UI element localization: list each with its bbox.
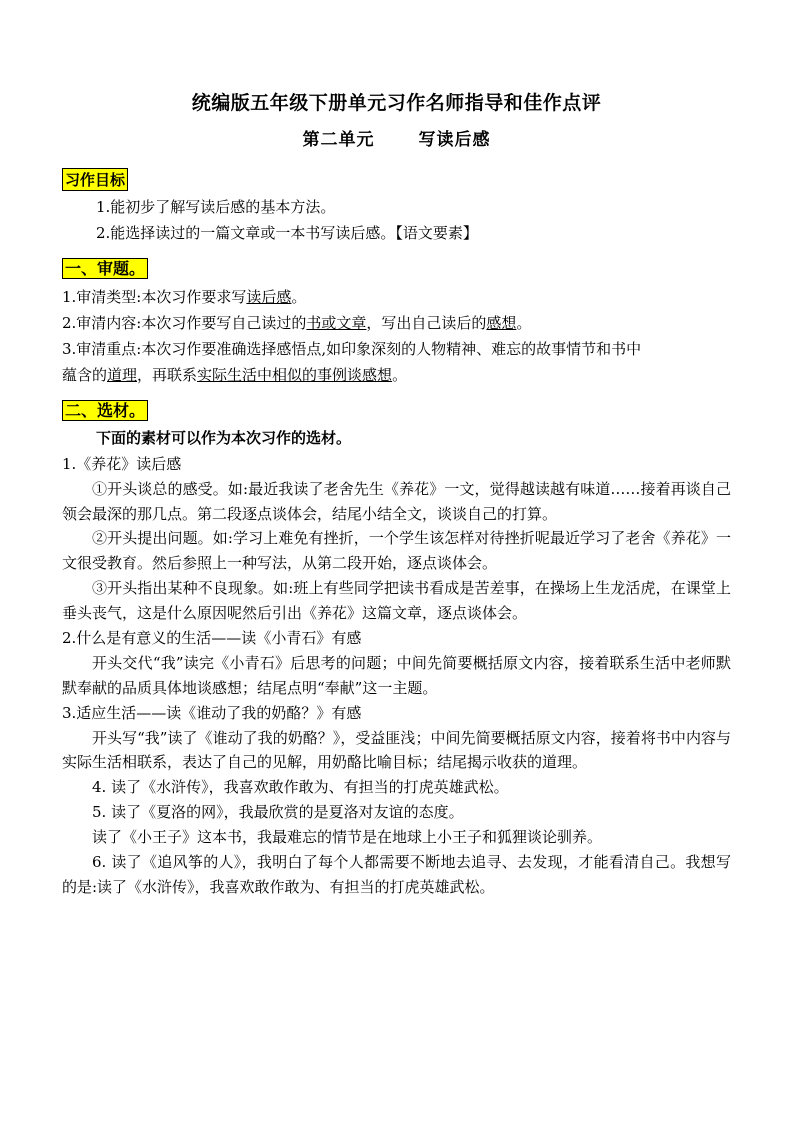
subtitle-topic: 写读后感 bbox=[418, 130, 491, 150]
material-extra-5: 5. 读了《夏洛的网》，我最欣赏的是夏洛对友谊的态度。 bbox=[92, 803, 464, 822]
goal-item-2: 2.能选择读过的一篇文章或一本书写读后感。【语文要素】 bbox=[96, 224, 478, 243]
material-extra-4: 4. 读了《水浒传》，我喜欢敢作敢为、有担当的打虎英雄武松。 bbox=[92, 778, 509, 797]
s1l1-prefix: 1.审清类型:本次习作要求写 bbox=[62, 287, 247, 306]
section1-line-1 bbox=[62, 285, 731, 309]
material-2-title: 2.什么是有意义的生活——读《小青石》有感 bbox=[62, 629, 362, 648]
page-subtitle bbox=[62, 125, 731, 150]
material-1-title: 1.《养花》读后感 bbox=[62, 454, 182, 473]
material-3-title: 3.适应生活——读《谁动了我的奶酪？》有感 bbox=[62, 703, 362, 722]
page-title: 统编版五年级下册单元习作名师指导和佳作点评 bbox=[191, 92, 602, 114]
s1l3-prefix: 蕴含的 bbox=[62, 366, 108, 385]
material-1-para-1: ①开头谈总的感受。如:最近我读了老舍先生《养花》一文，觉得越读越有味道……接着再谈自己领会最深的那几点。第二段逐点谈体会，结尾小结全文，谈谈自己的打算。 bbox=[62, 479, 731, 523]
s1l3-blank-1: 道理 bbox=[107, 366, 138, 385]
s1l2-prefix: 2.审清内容:本次习作要写自己读过的 bbox=[62, 313, 307, 332]
section2-heading-wrap bbox=[62, 398, 731, 421]
s1l3-mid: ，再联系 bbox=[137, 366, 198, 385]
goal-heading-wrap bbox=[62, 162, 731, 195]
section1-heading-wrap bbox=[62, 256, 731, 279]
section2-intro: 下面的素材可以作为本次习作的选材。 bbox=[96, 428, 352, 447]
s1l2-blank-2: 感想 bbox=[486, 313, 517, 332]
material-1-para-3: ③开头指出某种不良现象。如:班上有些同学把读书看成是苦差事，在操场上生龙活虎，在课堂上垂头丧气，这是什么原因呢然后引出《养花》这篇文章，逐点谈体会。 bbox=[62, 579, 731, 623]
material-3-para-1: 开头写“我”读了《谁动了我的奶酪？》，受益匪浅；中间先简要概括原文内容，接着将书中内容与实际生活相联系，表达了自己的见解，用奶酪比喻目标；结尾揭示收获的道理。 bbox=[62, 728, 731, 772]
goal-heading: 习作目标 bbox=[62, 168, 128, 191]
material-1-para-2: ②开头提出问题。如:学习上难免有挫折，一个学生该怎样对待挫折呢最近学习了老舍《养花》一文很受教育。然后参照上一种写法，从第二段开始，逐点谈体会。 bbox=[62, 529, 731, 573]
section1-line-3a: 3.审清重点:本次习作要准确选择感悟点,如印象深刻的人物精神、难忘的故事情节和书中 bbox=[62, 340, 642, 359]
material-2-para-1: 开头交代“我”读完《小青石》后思考的问题；中间先简要概括原文内容，接着联系生活中老师默默奉献的品质具体地谈感想；结尾点明“奉献”这一主题。 bbox=[62, 653, 731, 697]
s1l1-blank: 读后感 bbox=[246, 287, 292, 306]
s1l3-blank-2: 实际生活中相似的事例谈感想 bbox=[197, 366, 393, 385]
section1-line-2 bbox=[62, 311, 731, 335]
material-extra-5b: 读了《小王子》这本书，我最难忘的情节是在地球上小王子和狐狸谈论驯养。 bbox=[92, 828, 603, 847]
s1l3-suffix: 。 bbox=[392, 366, 408, 385]
section1-heading: 一、审题。 bbox=[62, 258, 148, 279]
subtitle-unit: 第二单元 bbox=[302, 130, 375, 150]
goal-item-1: 1.能初步了解写读后感的基本方法。 bbox=[96, 198, 336, 216]
s1l1-suffix: 。 bbox=[291, 287, 307, 306]
material-extra-6: 6. 读了《追风筝的人》，我明白了每个人都需要不断地去追寻、去发现，才能看清自己。我想写的是:读了《水浒传》，我喜欢敢作敢为、有担当的打虎英雄武松。 bbox=[62, 853, 731, 896]
s1l2-mid: ，写出自己读后的 bbox=[366, 313, 487, 332]
s1l2-blank-1: 书或文章 bbox=[306, 313, 367, 332]
section2-heading: 二、选材。 bbox=[62, 400, 148, 421]
s1l2-suffix: 。 bbox=[516, 313, 532, 332]
section1-line-3b bbox=[62, 363, 731, 387]
